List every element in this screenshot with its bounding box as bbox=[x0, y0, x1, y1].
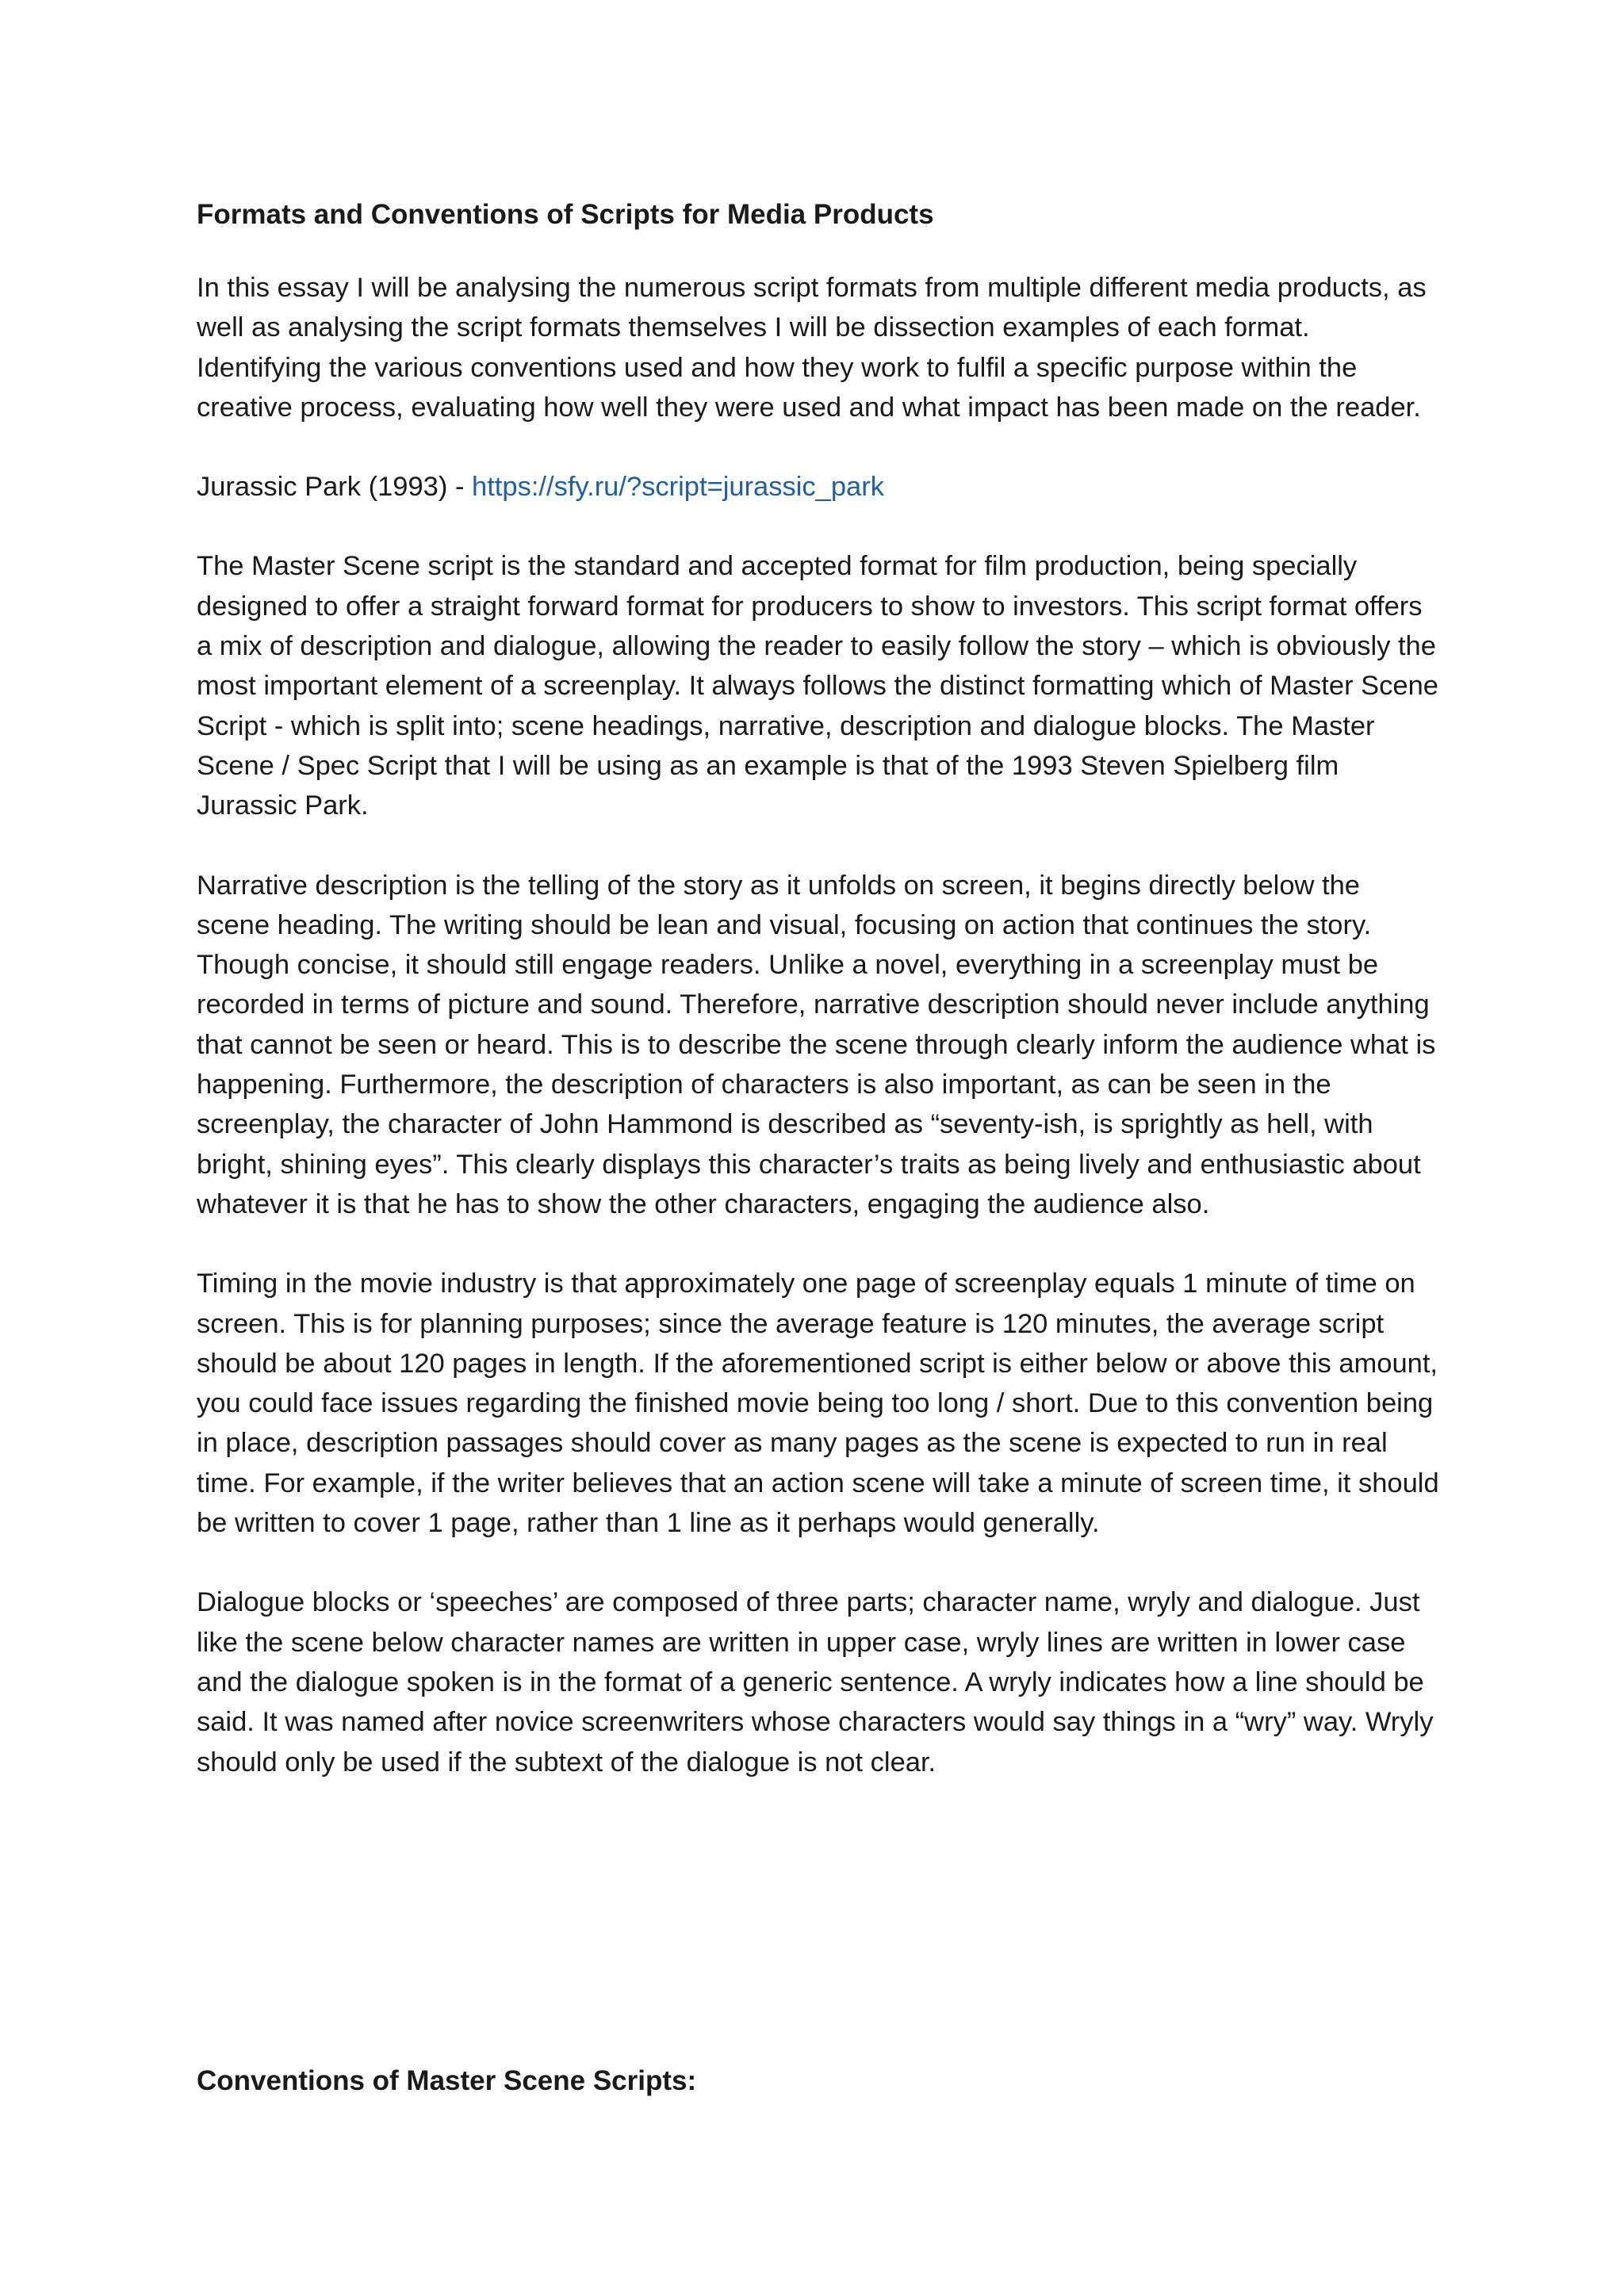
source-label: Jurassic Park (1993) - bbox=[197, 472, 473, 503]
section-heading: Conventions of Master Scene Scripts: bbox=[197, 2065, 697, 2096]
paragraph-master-scene: The Master Scene script is the standard and accepted format for film production, being specially designed to offer a straight forward format for producers to show to investors. This script format offers a mix of description and dialogue, allowing the reader to easily follow the story – which is obviously the most important element of a screenplay. It always follows the distinct formatting which of Master Scene Script - which is split into; scene headings, narrative, description and dialogue blocks. The Master Scene / Spec Script that I will be using as an example is that of the 1993 Steven Spielberg film Jurassic Park. bbox=[197, 551, 1438, 821]
document-body bbox=[197, 195, 1440, 1822]
document-title: Formats and Conventions of Scripts for Media Products bbox=[197, 199, 934, 230]
intro-paragraph: In this essay I will be analysing the numerous script formats from multiple different media products, as well as analysing the script formats themselves I will be dissection examples of each format. Identifying the various conventions used and how they work to fulfil a specific purpose within the creative process, evaluating how well they were used and what impact has been made on the reader. bbox=[197, 273, 1427, 423]
paragraph-narrative-description: Narrative description is the telling of the story as it unfolds on screen, it begins directly below the scene heading. The writing should be lean and visual, focusing on action that continues the story. Though concise, it should still engage readers. Unlike a novel, everything in a screenplay must be recorded in terms of picture and sound. Therefore, narrative description should never include anything that cannot be seen or heard. This is to describe the scene through clearly inform the audience what is happening. Furthermore, the description of characters is also important, as can be seen in the screenplay, the character of John Hammond is described as “seventy-ish, is sprightly as hell, with bright, shining eyes”. This clearly displays this character’s traits as being lively and enthusiastic about whatever it is that he has to show the other characters, engaging the audience also. bbox=[197, 870, 1436, 1219]
paragraph-timing: Timing in the movie industry is that approximately one page of screenplay equals 1 minute of time on screen. This is for planning purposes; since the average feature is 120 minutes, the average script should be about 120 pages in length. If the aforementioned script is either below or above this amount, you could face issues regarding the finished movie being too long / short. Due to this convention being in place, description passages should cover as many pages as the scene is expected to run in real time. For example, if the writer believes that an action scene will take a minute of screen time, it should be written to cover 1 page, rather than 1 line as it perhaps would generally. bbox=[197, 1269, 1439, 1539]
paragraph-dialogue-blocks: Dialogue blocks or ‘speeches’ are composed of three parts; character name, wryly and dialogue. Just like the scene below character names are written in upper case, wryly lines are written in lower case and the dialogue spoken is in the format of a generic sentence. A wryly indicates how a line should be said. It was named after novice screenwriters whose characters would say things in a “wry” way. Wryly should only be used if the subtext of the dialogue is not clear. bbox=[197, 1587, 1434, 1777]
script-source-link[interactable]: https://sfy.ru/?script=jurassic_park bbox=[472, 472, 884, 503]
source-line bbox=[197, 467, 1440, 507]
